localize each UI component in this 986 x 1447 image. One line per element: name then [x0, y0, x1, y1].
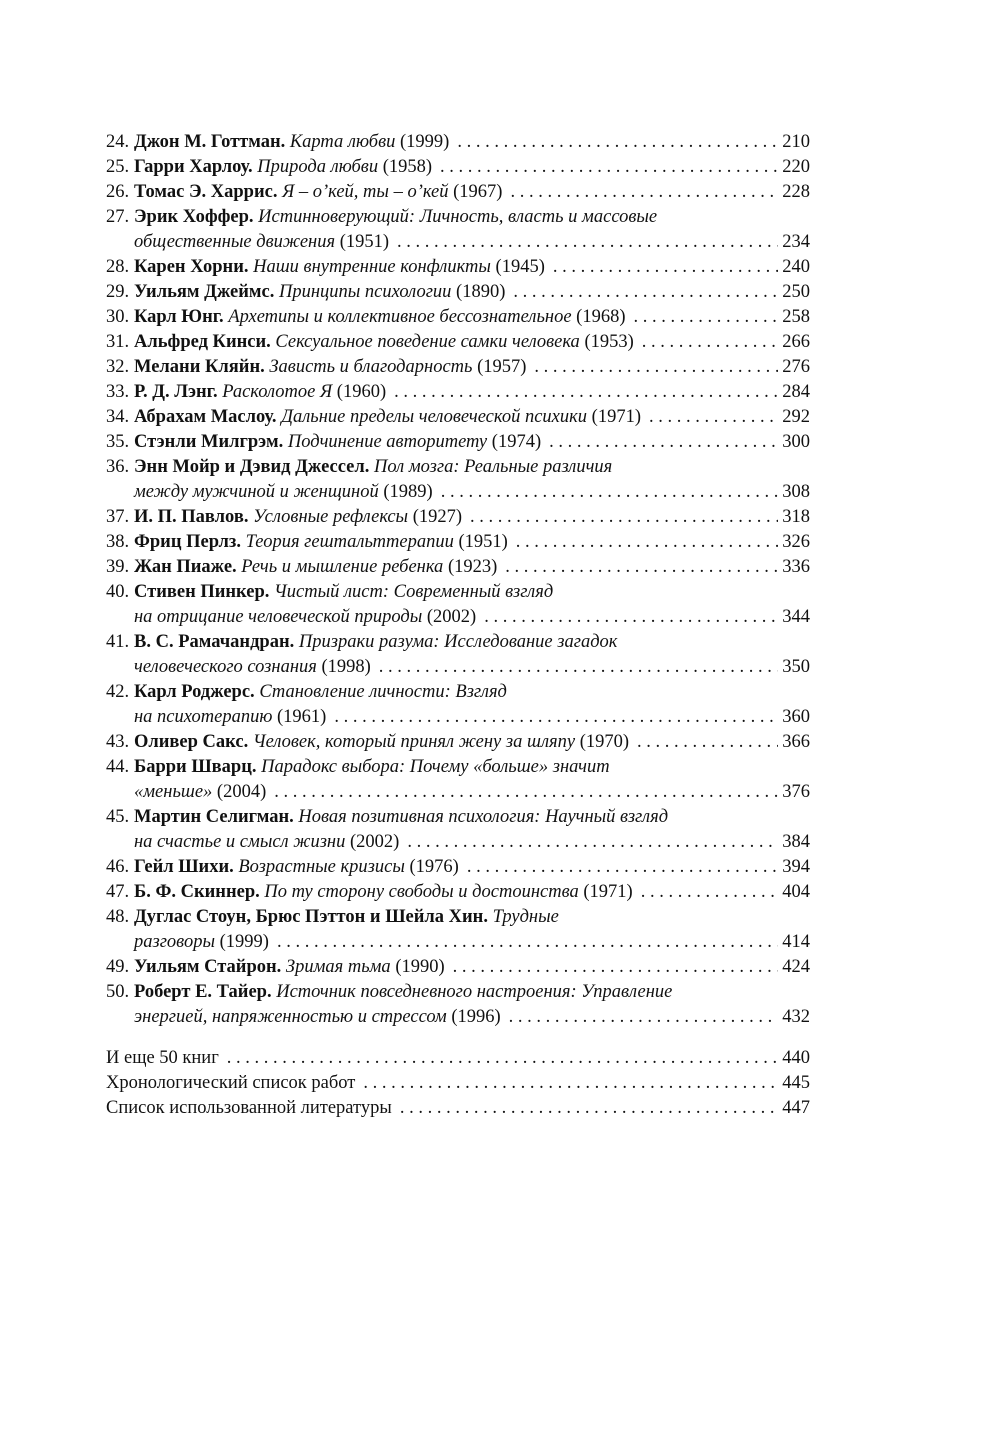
- entry-page-number: 404: [782, 882, 810, 902]
- dot-leader: [397, 230, 778, 255]
- entry-author: Стэнли Милгрэм.: [134, 432, 284, 452]
- entry-author: Уильям Стайрон.: [134, 957, 282, 977]
- toc-extra-line: [106, 1096, 810, 1121]
- dot-leader: [509, 1005, 779, 1030]
- entry-title: Речь и мышление ребенка: [241, 557, 444, 577]
- toc-entry: [106, 955, 810, 980]
- toc-entry: [106, 355, 810, 380]
- toc-entry: [106, 255, 810, 280]
- toc-entry: [106, 280, 810, 305]
- entry-page-number: 250: [782, 282, 810, 302]
- entry-title: Пол мозга: Реальные различия: [374, 457, 613, 477]
- entry-page-number: 360: [782, 707, 810, 727]
- toc-entry: [106, 455, 810, 505]
- toc-entry: [106, 805, 810, 855]
- toc-entry-line: [106, 830, 810, 855]
- entry-page-number: 228: [782, 182, 810, 202]
- entry-year: (1970): [579, 732, 630, 752]
- toc-entry-line: [106, 855, 810, 880]
- entry-title-continued: на психотерапию: [134, 707, 273, 727]
- entry-title-continued: человеческого сознания: [134, 657, 317, 677]
- toc-entry: [106, 155, 810, 180]
- entry-author: Абрахам Маслоу.: [134, 407, 277, 427]
- entry-page-number: 308: [782, 482, 810, 502]
- toc-entry: [106, 730, 810, 755]
- entry-text: [134, 330, 634, 355]
- entry-author: Джон М. Готтман.: [134, 132, 286, 152]
- toc-entry: [106, 130, 810, 155]
- entry-number: 38.: [106, 532, 130, 552]
- toc-entry-line: [106, 305, 810, 330]
- dot-leader: [441, 480, 779, 505]
- entry-author: Оливер Сакс.: [134, 732, 249, 752]
- extra-label: И еще 50 книг: [106, 1048, 219, 1068]
- entry-title: Новая позитивная психология: Научный взгляд: [298, 807, 669, 827]
- entry-page-number: 210: [782, 132, 810, 152]
- entry-page-number: 432: [782, 1007, 810, 1027]
- entry-text: [134, 680, 507, 705]
- entry-number: 50.: [106, 982, 130, 1002]
- entry-year: (1976): [409, 857, 459, 877]
- entry-page-number: 366: [782, 732, 810, 752]
- entry-text: [134, 855, 459, 880]
- extra-page-number: 440: [782, 1048, 810, 1068]
- entry-text: [134, 355, 526, 380]
- toc-entry-line: [106, 155, 810, 180]
- entry-page-number: 384: [782, 832, 810, 852]
- toc-entry-line: [106, 205, 810, 230]
- entry-year: (1996): [451, 1007, 501, 1027]
- dot-leader: [513, 280, 778, 305]
- entry-number: 33.: [106, 382, 130, 402]
- entry-page-number: 394: [782, 857, 810, 877]
- entry-number: 30.: [106, 307, 130, 327]
- dot-leader: [637, 730, 778, 755]
- entry-title-continued: разговоры: [134, 932, 216, 952]
- toc-entry: [106, 905, 810, 955]
- entry-year: (1968): [576, 307, 626, 327]
- entry-number: 34.: [106, 407, 130, 427]
- entry-title: Источник повседневного настроения: Управление: [276, 982, 673, 1002]
- dot-leader: [553, 255, 778, 280]
- entry-author: Карл Юнг.: [134, 307, 224, 327]
- entry-text: [134, 380, 386, 405]
- dot-leader: [363, 1071, 778, 1096]
- entry-title: Принципы психологии: [278, 282, 452, 302]
- entry-title: Архетипы и коллективное бессознательное: [228, 307, 572, 327]
- entry-text: [134, 705, 326, 730]
- entry-text: [134, 580, 553, 605]
- toc-entry-line: [106, 555, 810, 580]
- entry-number: 42.: [106, 682, 130, 702]
- dot-leader: [634, 305, 779, 330]
- entry-page-number: 376: [782, 782, 810, 802]
- entry-year: (1990): [395, 957, 445, 977]
- toc-entry: [106, 630, 810, 680]
- entry-author: Томас Э. Харрис.: [134, 182, 278, 202]
- dot-leader: [274, 780, 778, 805]
- entry-year: (1958): [382, 157, 433, 177]
- entry-author: Стивен Пинкер.: [134, 582, 270, 602]
- toc-entry: [106, 580, 810, 630]
- dot-leader: [484, 605, 778, 630]
- entry-author: Мелани Кляйн.: [134, 357, 265, 377]
- entry-text: [134, 280, 505, 305]
- dot-leader: [457, 130, 778, 155]
- toc-entry: [106, 880, 810, 905]
- toc-entry-line: [106, 505, 810, 530]
- entry-title-continued: между мужчиной и женщиной: [134, 482, 379, 502]
- toc-extra-line: [106, 1071, 810, 1096]
- toc-entry-line: [106, 530, 810, 555]
- entry-page-number: 414: [782, 932, 810, 952]
- entry-year: (1961): [277, 707, 327, 727]
- toc-entry: [106, 380, 810, 405]
- toc-entry: [106, 330, 810, 355]
- toc-entry-line: [106, 980, 810, 1005]
- toc-entry-line: [106, 230, 810, 255]
- entry-title: Наши внутренние конфликты: [253, 257, 491, 277]
- toc-entry-line: [106, 930, 810, 955]
- toc-entry-line: [106, 355, 810, 380]
- entry-title: Зависть и благодарность: [269, 357, 473, 377]
- toc-entry-line: [106, 805, 810, 830]
- toc-entry-line: [106, 680, 810, 705]
- entry-year: (2002): [349, 832, 400, 852]
- entry-number: 25.: [106, 157, 130, 177]
- entry-title-continued: энергией, напряженностью и стрессом: [134, 1007, 447, 1027]
- entry-text: [134, 930, 269, 955]
- entry-page-number: 344: [782, 607, 810, 627]
- dot-leader: [649, 405, 778, 430]
- dot-leader: [394, 380, 778, 405]
- dot-leader: [534, 355, 778, 380]
- entry-number: 45.: [106, 807, 130, 827]
- entry-page-number: 350: [782, 657, 810, 677]
- entry-text: [134, 255, 545, 280]
- entry-title: Теория гештальттерапии: [245, 532, 454, 552]
- entry-title: Карта любви: [289, 132, 396, 152]
- entry-year: (1890): [456, 282, 506, 302]
- dot-leader: [334, 705, 778, 730]
- entry-title: Человек, который принял жену за шляпу: [252, 732, 576, 752]
- entry-year: (1957): [477, 357, 527, 377]
- toc-entries: [106, 130, 810, 1030]
- entry-page-number: 300: [782, 432, 810, 452]
- toc-entry-line: [106, 755, 810, 780]
- entry-page-number: 318: [782, 507, 810, 527]
- extra-page-number: 445: [782, 1073, 810, 1093]
- entry-author: Дуглас Стоун, Брюс Пэттон и Шейла Хин.: [134, 907, 488, 927]
- toc-entry-line: [106, 330, 810, 355]
- entry-title: Призраки разума: Исследование загадок: [298, 632, 618, 652]
- entry-author: Б. Ф. Скиннер.: [134, 882, 260, 902]
- entry-author: И. П. Павлов.: [134, 507, 249, 527]
- entry-year: (1971): [591, 407, 641, 427]
- entry-page-number: 234: [782, 232, 810, 252]
- entry-page-number: 258: [782, 307, 810, 327]
- entry-text: [134, 455, 612, 480]
- entry-title: Парадокс выбора: Почему «больше» значит: [261, 757, 610, 777]
- entry-author: Гейл Шихи.: [134, 857, 234, 877]
- entry-year: (1923): [447, 557, 498, 577]
- entry-author: Роберт Е. Тайер.: [134, 982, 272, 1002]
- entry-text: [134, 980, 672, 1005]
- dot-leader: [549, 430, 778, 455]
- entry-text: [134, 505, 462, 530]
- toc-entry-line: [106, 380, 810, 405]
- entry-year: (1945): [495, 257, 545, 277]
- entry-title-continued: общественные движения: [134, 232, 336, 252]
- entry-author: Р. Д. Лэнг.: [134, 382, 218, 402]
- entry-year: (1999): [399, 132, 450, 152]
- entry-page-number: 424: [782, 957, 810, 977]
- toc-extra-line: [106, 1046, 810, 1071]
- entry-year: (1960): [336, 382, 387, 402]
- entry-author: Фриц Перлз.: [134, 532, 241, 552]
- entry-number: 31.: [106, 332, 130, 352]
- entry-title: По ту сторону свободы и достоинства: [264, 882, 579, 902]
- entry-page-number: 266: [782, 332, 810, 352]
- entry-year: (1971): [583, 882, 633, 902]
- entry-title-continued: на счастье и смысл жизни: [134, 832, 346, 852]
- toc-entry-line: [106, 455, 810, 480]
- toc-entry-line: [106, 880, 810, 905]
- entry-text: [134, 730, 629, 755]
- toc-entry-line: [106, 480, 810, 505]
- toc-entry-line: [106, 130, 810, 155]
- toc-extras: [106, 1046, 810, 1121]
- entry-text: [134, 955, 445, 980]
- toc-entry: [106, 555, 810, 580]
- entry-number: 47.: [106, 882, 130, 902]
- entry-number: 48.: [106, 907, 130, 927]
- toc-entry-line: [106, 955, 810, 980]
- entry-text: [134, 655, 371, 680]
- entry-text: [134, 405, 641, 430]
- entry-number: 46.: [106, 857, 130, 877]
- entry-year: (1951): [458, 532, 508, 552]
- toc-entry: [106, 205, 810, 255]
- entry-author: Карен Хорни.: [134, 257, 249, 277]
- entry-number: 26.: [106, 182, 130, 202]
- toc-entry: [106, 980, 810, 1030]
- entry-year: (2004): [216, 782, 267, 802]
- toc-entry-line: [106, 780, 810, 805]
- toc-entry-line: [106, 280, 810, 305]
- entry-title: Природа любви: [257, 157, 379, 177]
- entry-page-number: 292: [782, 407, 810, 427]
- entry-year: (1999): [219, 932, 269, 952]
- entry-year: (1927): [412, 507, 463, 527]
- entry-title: Становление личности: Взгляд: [259, 682, 507, 702]
- entry-year: (1953): [584, 332, 634, 352]
- extra-label: Список использованной литературы: [106, 1098, 392, 1118]
- entry-author: Гарри Харлоу.: [134, 157, 253, 177]
- entry-number: 44.: [106, 757, 130, 777]
- entry-author: Эрик Хоффер.: [134, 207, 254, 227]
- toc-entry-line: [106, 605, 810, 630]
- entry-text: [134, 755, 610, 780]
- toc-entry: [106, 305, 810, 330]
- dot-leader: [516, 530, 778, 555]
- toc-entry: [106, 405, 810, 430]
- entry-page-number: 326: [782, 532, 810, 552]
- entry-text: [134, 130, 449, 155]
- entry-text: [134, 230, 389, 255]
- toc-entry-line: [106, 705, 810, 730]
- entry-title: Чистый лист: Современный взгляд: [274, 582, 554, 602]
- entry-number: 24.: [106, 132, 130, 152]
- section-gap: [106, 1030, 810, 1046]
- entry-year: (1974): [491, 432, 542, 452]
- entry-text: [134, 205, 657, 230]
- entry-number: 36.: [106, 457, 130, 477]
- toc-entry: [106, 180, 810, 205]
- extra-page-number: 447: [782, 1098, 810, 1118]
- entry-number: 35.: [106, 432, 130, 452]
- entry-title: Зримая тьма: [285, 957, 391, 977]
- entry-page-number: 284: [782, 382, 810, 402]
- entry-text: [134, 430, 541, 455]
- toc-entry: [106, 755, 810, 805]
- dot-leader: [641, 880, 779, 905]
- entry-title-continued: «меньше»: [134, 782, 213, 802]
- entry-number: 43.: [106, 732, 130, 752]
- dot-leader: [407, 830, 778, 855]
- entry-author: Карл Роджерс.: [134, 682, 255, 702]
- toc-entry: [106, 530, 810, 555]
- dot-leader: [277, 930, 778, 955]
- entry-author: Барри Шварц.: [134, 757, 257, 777]
- entry-year: (1967): [453, 182, 503, 202]
- entry-number: 29.: [106, 282, 130, 302]
- toc-entry-line: [106, 1005, 810, 1030]
- entry-title: Подчинение авторитету: [287, 432, 488, 452]
- entry-text: [134, 305, 626, 330]
- dot-leader: [467, 855, 778, 880]
- dot-leader: [642, 330, 778, 355]
- toc-entry-line: [106, 730, 810, 755]
- entry-number: 49.: [106, 957, 130, 977]
- entry-text: [134, 480, 433, 505]
- entry-number: 40.: [106, 582, 130, 602]
- entry-title: Сексуальное поведение самки человека: [275, 332, 580, 352]
- dot-leader: [227, 1046, 778, 1071]
- entry-number: 37.: [106, 507, 130, 527]
- entry-text: [134, 1005, 501, 1030]
- toc-entry-line: [106, 180, 810, 205]
- dot-leader: [505, 555, 778, 580]
- entry-text: [134, 880, 633, 905]
- entry-page-number: 240: [782, 257, 810, 277]
- table-of-contents: [106, 130, 810, 1121]
- entry-page-number: 336: [782, 557, 810, 577]
- dot-leader: [470, 505, 778, 530]
- entry-title: Расколотое Я: [222, 382, 333, 402]
- entry-text: [134, 180, 502, 205]
- toc-entry: [106, 505, 810, 530]
- toc-entry-line: [106, 255, 810, 280]
- entry-text: [134, 830, 399, 855]
- toc-entry-line: [106, 630, 810, 655]
- entry-text: [134, 905, 559, 930]
- entry-title: Истинноверующий: Личность, власть и массовые: [258, 207, 658, 227]
- entry-number: 39.: [106, 557, 130, 577]
- entry-author: В. С. Рамачандран.: [134, 632, 295, 652]
- toc-entry: [106, 680, 810, 730]
- dot-leader: [453, 955, 779, 980]
- entry-text: [134, 630, 617, 655]
- entry-title: Дальние пределы человеческой психики: [281, 407, 588, 427]
- entry-year: (2002): [426, 607, 477, 627]
- entry-page-number: 220: [782, 157, 810, 177]
- entry-text: [134, 155, 432, 180]
- entry-text: [134, 605, 476, 630]
- entry-year: (1989): [383, 482, 433, 502]
- toc-entry: [106, 430, 810, 455]
- entry-title-continued: на отрицание человеческой природы: [134, 607, 423, 627]
- entry-number: 27.: [106, 207, 130, 227]
- toc-entry-line: [106, 905, 810, 930]
- entry-number: 41.: [106, 632, 130, 652]
- entry-author: Мартин Селигман.: [134, 807, 294, 827]
- entry-text: [134, 805, 668, 830]
- entry-title: Трудные: [492, 907, 559, 927]
- toc-entry: [106, 855, 810, 880]
- entry-text: [134, 780, 266, 805]
- dot-leader: [440, 155, 778, 180]
- entry-number: 28.: [106, 257, 130, 277]
- entry-text: [134, 555, 497, 580]
- entry-title: Условные рефлексы: [253, 507, 409, 527]
- entry-year: (1951): [339, 232, 390, 252]
- entry-author: Альфред Кинси.: [134, 332, 271, 352]
- toc-entry-line: [106, 580, 810, 605]
- entry-text: [134, 530, 508, 555]
- entry-title: Я – о’кей, ты – о’кей: [282, 182, 449, 202]
- dot-leader: [379, 655, 778, 680]
- entry-year: (1998): [321, 657, 371, 677]
- extra-label: Хронологический список работ: [106, 1073, 356, 1093]
- entry-author: Уильям Джеймс.: [134, 282, 275, 302]
- dot-leader: [400, 1096, 778, 1121]
- toc-entry-line: [106, 430, 810, 455]
- entry-author: Энн Мойр и Дэвид Джессел.: [134, 457, 370, 477]
- toc-entry-line: [106, 655, 810, 680]
- entry-title: Возрастные кризисы: [238, 857, 405, 877]
- entry-page-number: 276: [782, 357, 810, 377]
- entry-author: Жан Пиаже.: [134, 557, 237, 577]
- entry-number: 32.: [106, 357, 130, 377]
- toc-entry-line: [106, 405, 810, 430]
- dot-leader: [510, 180, 778, 205]
